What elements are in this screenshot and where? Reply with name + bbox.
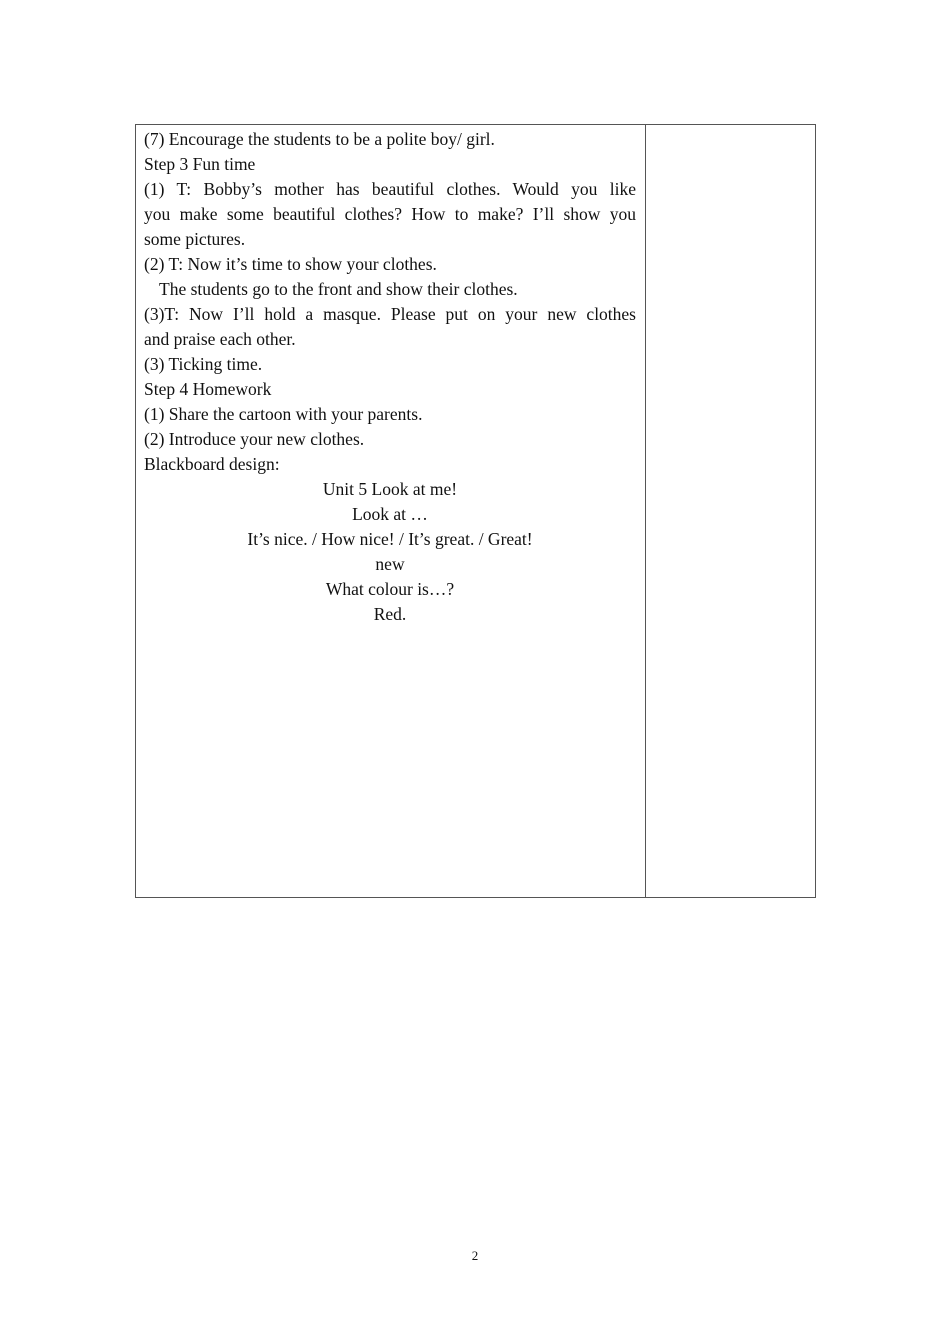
- lesson-plan-table: [135, 124, 816, 898]
- text-line: some pictures.: [144, 229, 246, 249]
- blackboard-line: Look at …: [352, 504, 428, 524]
- page-number: 2: [471, 1248, 479, 1263]
- text-line: (2) Introduce your new clothes.: [144, 429, 365, 449]
- text-line: (1) Share the cartoon with your parents.: [144, 404, 423, 424]
- blackboard-design: [144, 477, 636, 627]
- step-heading: Step 3 Fun time: [144, 154, 256, 174]
- text-line: (2) T: Now it’s time to show your clothes.: [144, 254, 437, 274]
- notes-cell: [646, 125, 816, 897]
- blackboard-line: It’s nice. / How nice! / It’s great. / Great!: [247, 529, 533, 549]
- step-heading: Step 4 Homework: [144, 379, 272, 399]
- text-line: and praise each other.: [144, 329, 296, 349]
- text-line: (3)T: Now I’ll hold a masque. Please put on your new clothes: [144, 304, 636, 324]
- blackboard-line: Unit 5 Look at me!: [322, 479, 458, 499]
- blackboard-line: What colour is…?: [325, 579, 455, 599]
- text-line: (7) Encourage the students to be a polite boy/ girl.: [144, 129, 495, 149]
- blackboard-line: new: [375, 554, 405, 574]
- blackboard-line: Red.: [373, 604, 407, 624]
- text-line: (3) Ticking time.: [144, 354, 263, 374]
- procedure-cell: [144, 127, 636, 627]
- text-line: you make some beautiful clothes? How to make? I’ll show you: [144, 204, 636, 224]
- text-line: (1) T: Bobby’s mother has beautiful clothes. Would you like: [144, 179, 636, 199]
- blackboard-heading: Blackboard design:: [144, 454, 280, 474]
- text-line: The students go to the front and show their clothes.: [159, 279, 518, 299]
